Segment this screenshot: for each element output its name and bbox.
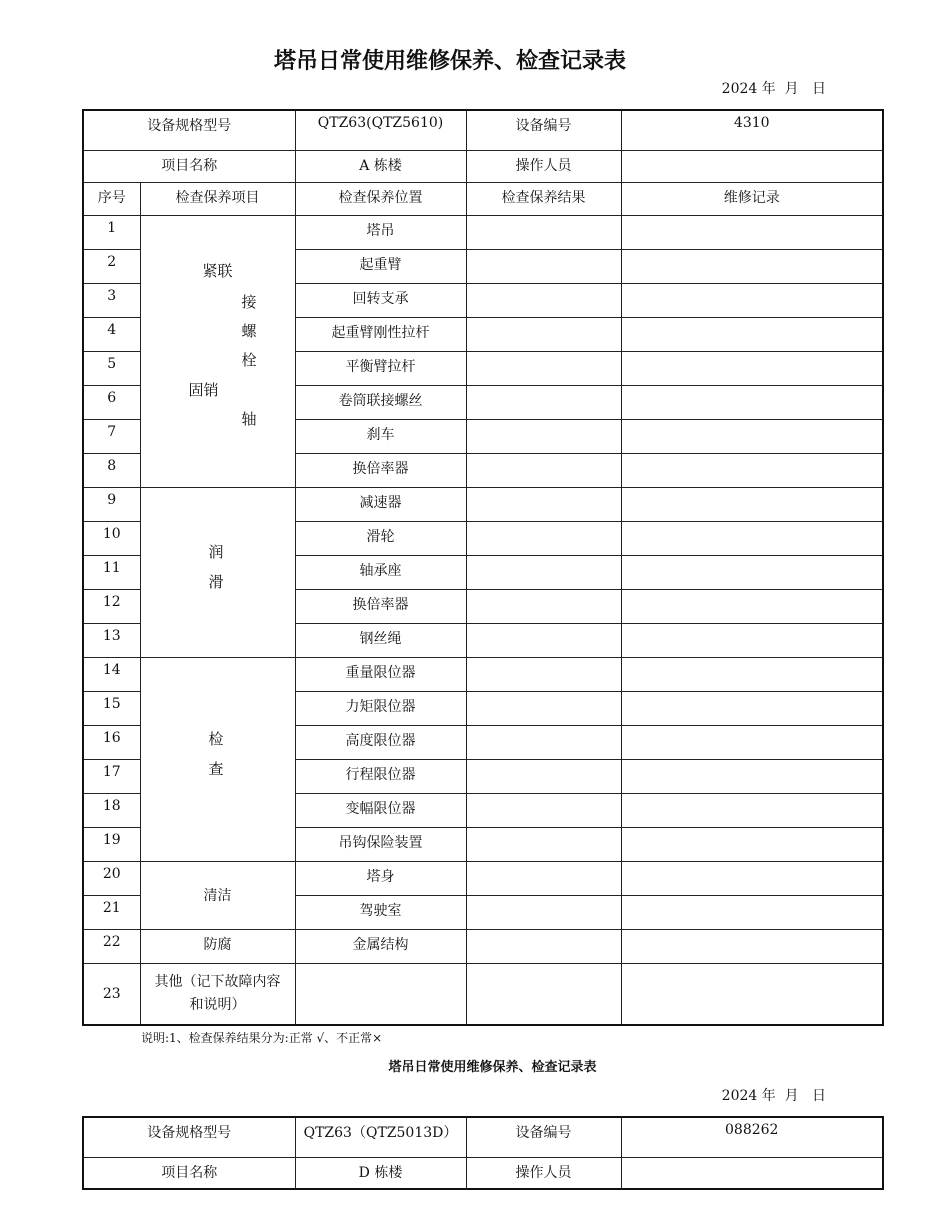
- result-note: 说明:1、检查保养结果分为:正常 √、不正常×: [141, 1031, 383, 1045]
- row-position: 重量限位器: [295, 657, 466, 691]
- row-position: 钢丝绳: [295, 623, 466, 657]
- repair-cell[interactable]: [621, 351, 883, 385]
- category-inspection: [140, 657, 295, 861]
- row-no: 6: [83, 385, 140, 419]
- row-no: 11: [83, 555, 140, 589]
- result-cell[interactable]: [466, 215, 621, 249]
- spec-value: QTZ63（QTZ5013D）: [295, 1117, 466, 1157]
- cat-text: 润: [208, 542, 224, 561]
- repair-cell[interactable]: [621, 589, 883, 623]
- operator-label: 操作人员: [466, 150, 621, 182]
- row-position: 吊钩保险装置: [295, 827, 466, 861]
- repair-cell[interactable]: [621, 657, 883, 691]
- result-cell[interactable]: [466, 691, 621, 725]
- inspection-record-table: [82, 109, 884, 1026]
- cat-text: 检: [208, 729, 224, 748]
- repair-cell[interactable]: [621, 895, 883, 929]
- category-other: 其他（记下故障内容和说明）: [140, 963, 295, 1025]
- equip-no-value: 4310: [621, 110, 883, 150]
- result-cell[interactable]: [466, 623, 621, 657]
- form-date: 2024 年 月 日: [721, 81, 826, 97]
- result-cell[interactable]: [466, 453, 621, 487]
- row-no: 22: [83, 929, 140, 963]
- row-no: 21: [83, 895, 140, 929]
- category-fastening: [140, 215, 295, 487]
- row-position: 刹车: [295, 419, 466, 453]
- cat-text: 滑: [208, 572, 224, 591]
- repair-cell[interactable]: [621, 453, 883, 487]
- repair-cell[interactable]: [621, 623, 883, 657]
- result-cell[interactable]: [466, 861, 621, 895]
- equip-no-label: 设备编号: [466, 110, 621, 150]
- repair-cell[interactable]: [621, 759, 883, 793]
- cat-text: 螺: [241, 321, 257, 340]
- result-cell[interactable]: [466, 589, 621, 623]
- row-position: 滑轮: [295, 521, 466, 555]
- result-cell[interactable]: [466, 249, 621, 283]
- row-no: 2: [83, 249, 140, 283]
- row-position: 换倍率器: [295, 453, 466, 487]
- result-cell[interactable]: [466, 487, 621, 521]
- cat-text: 紧联: [202, 261, 233, 280]
- repair-cell[interactable]: [621, 215, 883, 249]
- result-cell[interactable]: [466, 385, 621, 419]
- col-header-item: 检查保养项目: [140, 182, 295, 215]
- equip-no-value: 088262: [621, 1117, 883, 1157]
- form-title: 塔吊日常使用维修保养、检查记录表: [273, 49, 626, 74]
- category-anticorrosion: 防腐: [140, 929, 295, 963]
- row-position: 驾驶室: [295, 895, 466, 929]
- repair-cell[interactable]: [621, 317, 883, 351]
- repair-cell[interactable]: [621, 725, 883, 759]
- row-position: 卷筒联接螺丝: [295, 385, 466, 419]
- row-no: 13: [83, 623, 140, 657]
- col-header-no: 序号: [83, 182, 140, 215]
- row-no: 4: [83, 317, 140, 351]
- row-position: 回转支承: [295, 283, 466, 317]
- repair-cell[interactable]: [621, 691, 883, 725]
- row-position: 起重臂刚性拉杆: [295, 317, 466, 351]
- row-no: 16: [83, 725, 140, 759]
- row-position: 力矩限位器: [295, 691, 466, 725]
- row-position: 变幅限位器: [295, 793, 466, 827]
- repair-cell[interactable]: [621, 283, 883, 317]
- row-position: 塔身: [295, 861, 466, 895]
- repair-cell[interactable]: [621, 249, 883, 283]
- row-no: 20: [83, 861, 140, 895]
- repair-cell[interactable]: [621, 861, 883, 895]
- row-position: 轴承座: [295, 555, 466, 589]
- row-position: 塔吊: [295, 215, 466, 249]
- row-position: 换倍率器: [295, 589, 466, 623]
- repair-cell[interactable]: [621, 827, 883, 861]
- cat-text: 固销: [188, 380, 219, 399]
- row-no: 14: [83, 657, 140, 691]
- repair-cell[interactable]: [621, 793, 883, 827]
- project-value: A 栋楼: [295, 150, 466, 182]
- row-no: 3: [83, 283, 140, 317]
- col-header-result: 检查保养结果: [466, 182, 621, 215]
- col-header-repair: 维修记录: [621, 182, 883, 215]
- cat-text: 轴: [241, 409, 257, 428]
- project-label: 项目名称: [83, 1157, 295, 1189]
- row-no: 10: [83, 521, 140, 555]
- row-position: 行程限位器: [295, 759, 466, 793]
- result-cell[interactable]: [466, 555, 621, 589]
- operator-label: 操作人员: [466, 1157, 621, 1189]
- result-cell[interactable]: [466, 895, 621, 929]
- row-position: 高度限位器: [295, 725, 466, 759]
- result-cell[interactable]: [466, 521, 621, 555]
- result-cell[interactable]: [466, 963, 621, 1025]
- repair-cell[interactable]: [621, 419, 883, 453]
- inspection-record-table-2: [82, 1116, 884, 1190]
- row-no: 18: [83, 793, 140, 827]
- row-no: 19: [83, 827, 140, 861]
- result-cell[interactable]: [466, 793, 621, 827]
- row-position: 平衡臂拉杆: [295, 351, 466, 385]
- row-position: 金属结构: [295, 929, 466, 963]
- row-no: 5: [83, 351, 140, 385]
- row-no: 23: [83, 963, 140, 1025]
- row-position: 减速器: [295, 487, 466, 521]
- repair-cell[interactable]: [621, 521, 883, 555]
- result-cell[interactable]: [466, 929, 621, 963]
- repair-cell[interactable]: [621, 929, 883, 963]
- repair-cell[interactable]: [621, 963, 883, 1025]
- cat-text: 栓: [241, 350, 257, 369]
- cat-text: 接: [241, 292, 257, 311]
- form2-title: 塔吊日常使用维修保养、检查记录表: [388, 1060, 597, 1075]
- category-cleaning: 清洁: [140, 861, 295, 929]
- operator-value: [621, 150, 883, 182]
- row-no: 15: [83, 691, 140, 725]
- cat-text: 查: [208, 759, 224, 778]
- category-lubrication: [140, 487, 295, 657]
- col-header-position: 检查保养位置: [295, 182, 466, 215]
- result-cell[interactable]: [466, 317, 621, 351]
- result-cell[interactable]: [466, 657, 621, 691]
- row-no: 1: [83, 215, 140, 249]
- result-cell[interactable]: [466, 419, 621, 453]
- spec-label: 设备规格型号: [83, 110, 295, 150]
- row-position: [295, 963, 466, 1025]
- spec-value: QTZ63(QTZ5610): [295, 110, 466, 150]
- project-label: 项目名称: [83, 150, 295, 182]
- operator-value: [621, 1157, 883, 1189]
- repair-cell[interactable]: [621, 555, 883, 589]
- repair-cell[interactable]: [621, 385, 883, 419]
- row-no: 8: [83, 453, 140, 487]
- result-cell[interactable]: [466, 759, 621, 793]
- spec-label: 设备规格型号: [83, 1117, 295, 1157]
- row-no: 12: [83, 589, 140, 623]
- result-cell[interactable]: [466, 283, 621, 317]
- repair-cell[interactable]: [621, 487, 883, 521]
- row-position: 起重臂: [295, 249, 466, 283]
- equip-no-label: 设备编号: [466, 1117, 621, 1157]
- form2-date: 2024 年 月 日: [721, 1088, 826, 1104]
- project-value: D 栋楼: [295, 1157, 466, 1189]
- result-cell[interactable]: [466, 351, 621, 385]
- result-cell[interactable]: [466, 725, 621, 759]
- row-no: 7: [83, 419, 140, 453]
- row-no: 17: [83, 759, 140, 793]
- row-no: 9: [83, 487, 140, 521]
- result-cell[interactable]: [466, 827, 621, 861]
